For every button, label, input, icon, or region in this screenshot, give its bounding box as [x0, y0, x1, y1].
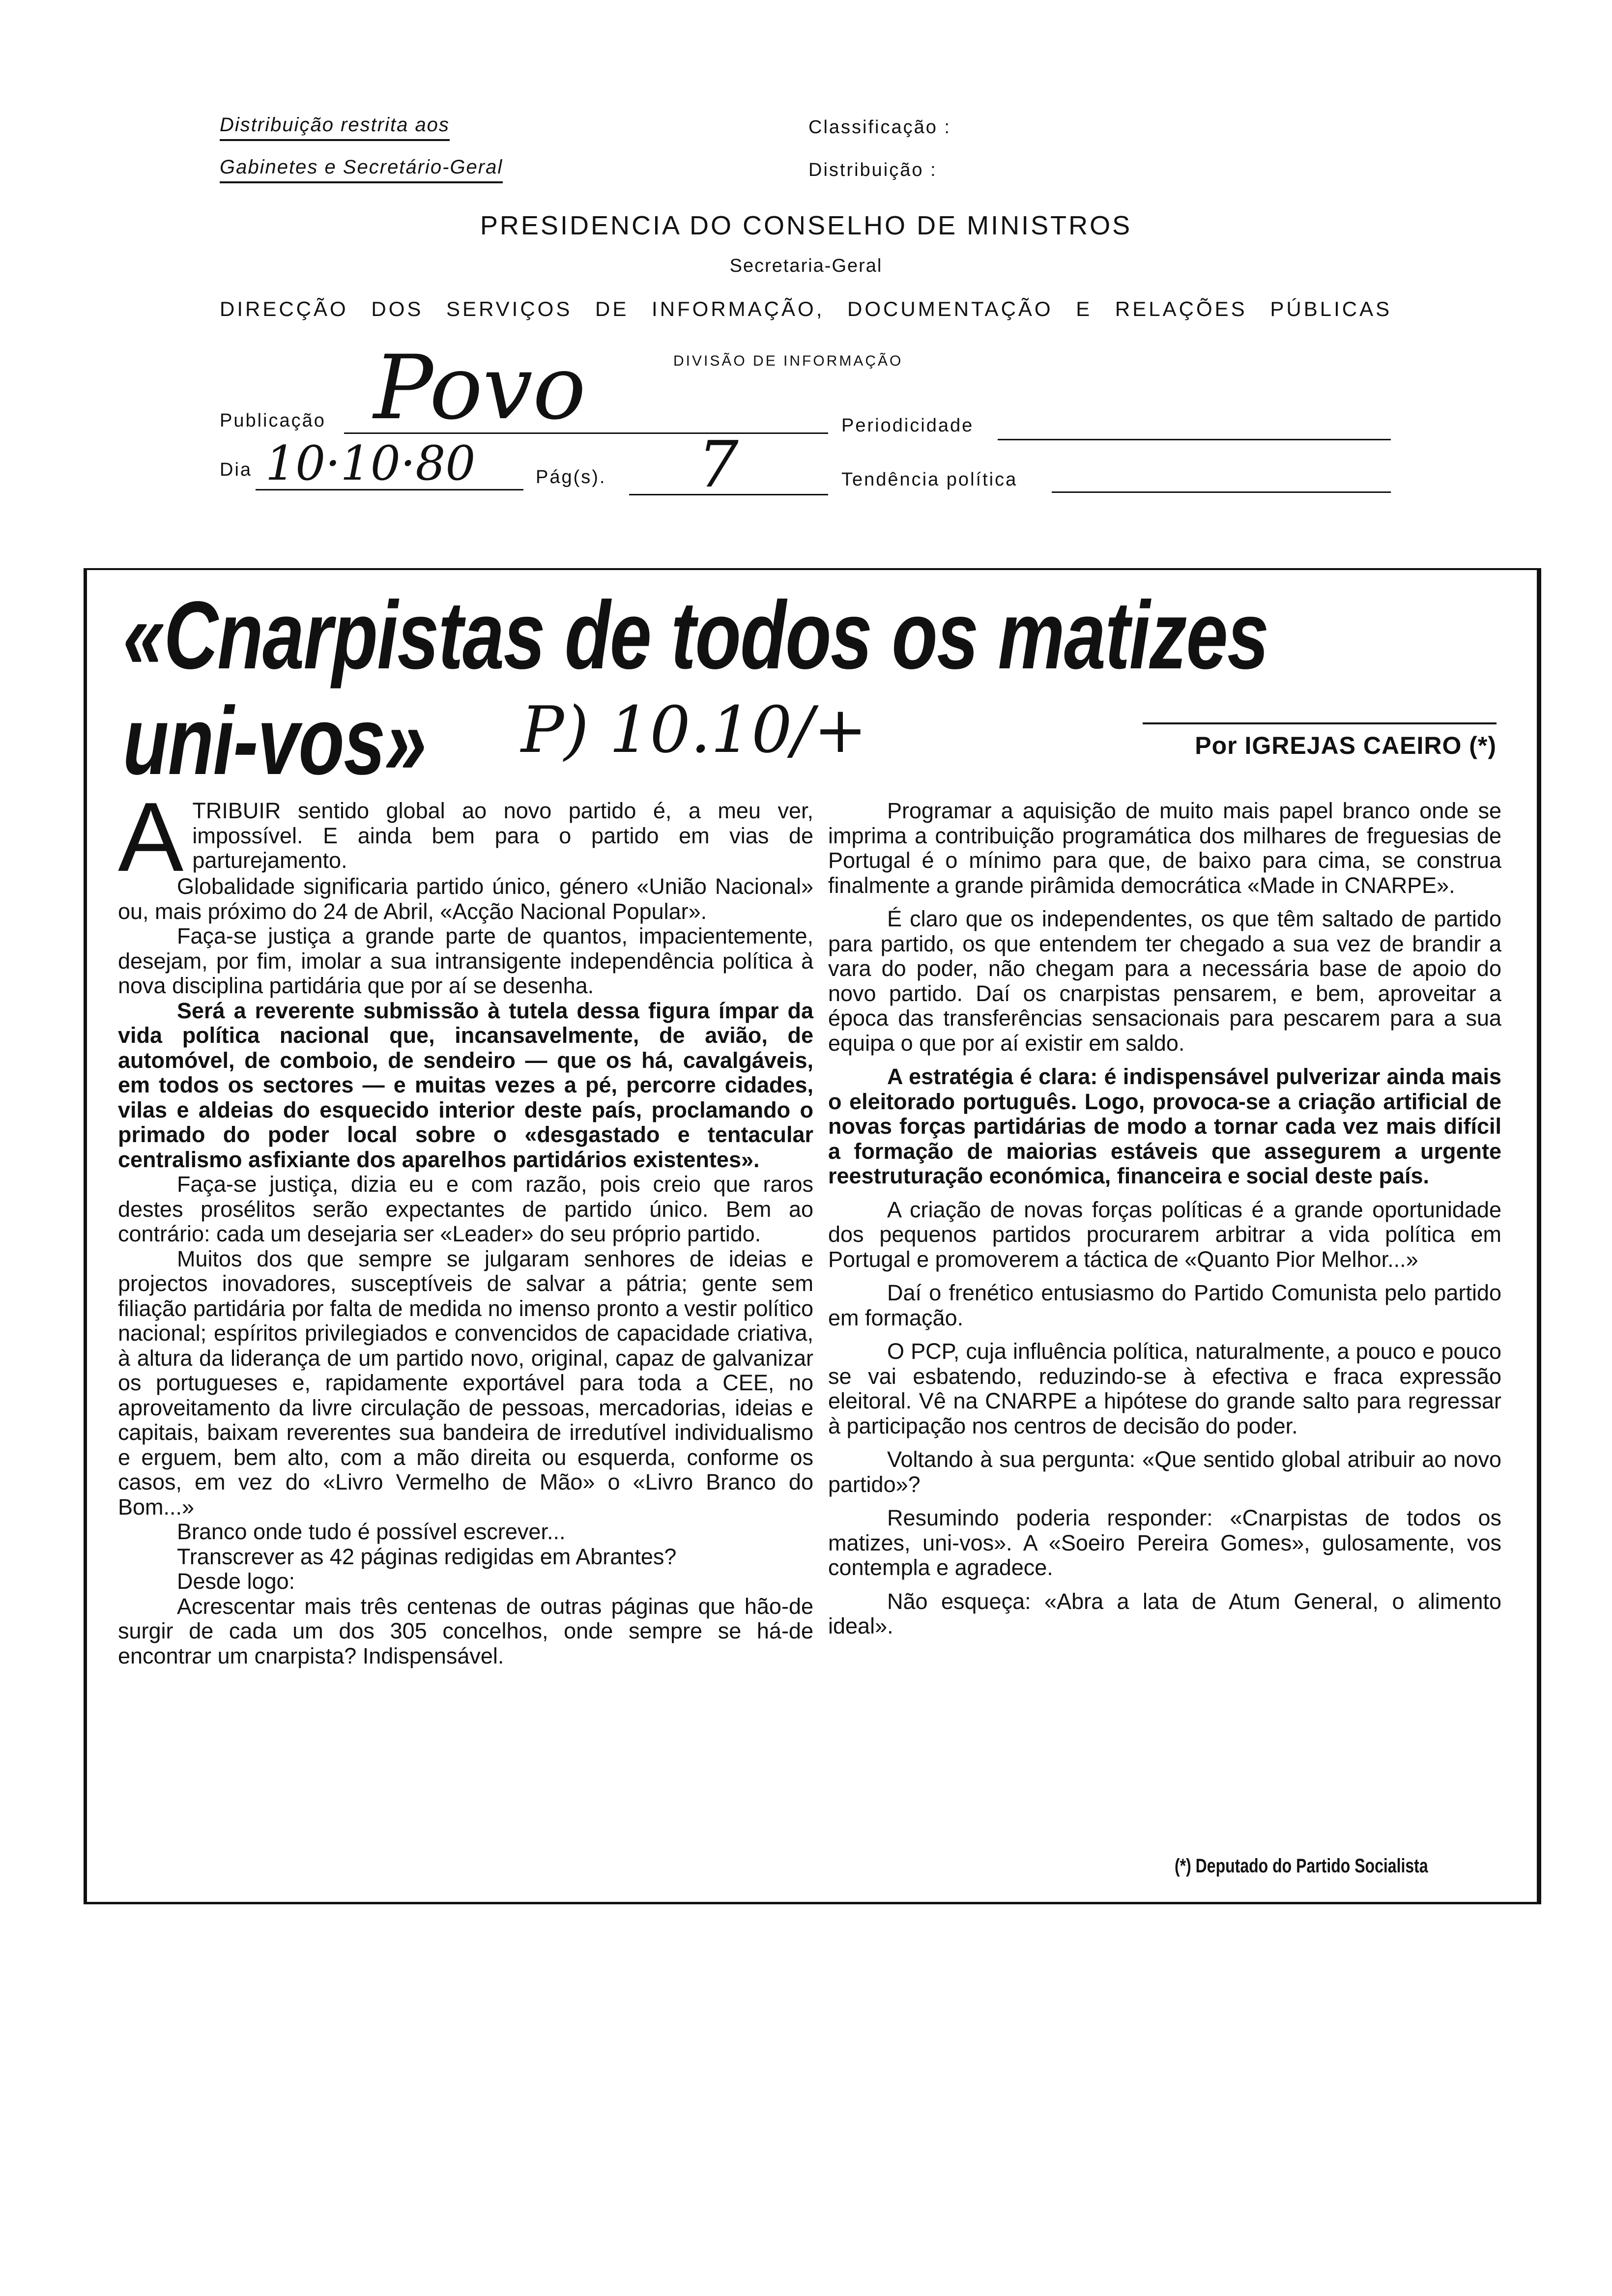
paragraph: Desde logo: [177, 1569, 295, 1594]
day-field-line [256, 489, 523, 490]
paragraph: O PCP, cuja influência política, naturalmente, a pouco e pouco se vai esbatendo, reduzindo-se à efectiva e fraca expressão eleitoral. Vê na CNARPE a hipótese do grande salto para regressar à participação nos centros de decisão do poder. [828, 1339, 1501, 1438]
article-byline: Por IGREJAS CAEIRO (*) [1143, 722, 1497, 760]
directorate-label: DIRECÇÃO DOS SERVIÇOS DE INFORMAÇÃO, DOCUMENTAÇÃO E RELAÇÕES PÚBLICAS [220, 297, 1392, 320]
periodicity-label: Periodicidade [841, 415, 974, 436]
paragraph: Branco onde tudo é possível escrever... [177, 1519, 566, 1544]
publication-handwritten-value: Povo [374, 337, 586, 439]
day-handwritten-value: 10·10·80 [265, 436, 476, 491]
article-title-line2: uni-vos» [123, 687, 426, 795]
paragraph: É claro que os independentes, os que têm saltado de partido para partido, os que entendem ter chegado a sua vez de brandir a vara do poder, não chegam para a necessária base de apoio do novo partido. Daí os cnarpistas pensarem, e bem, aproveitar a época das transferências sensacionais para pescarem para a sua equipa o que por aí existir em saldo. [828, 906, 1501, 1056]
article-left-column [118, 782, 813, 1668]
article-title-line1: «Cnarpistas de todos os matizes [123, 581, 1268, 689]
handwritten-date-note: P) 10.10/+ [521, 692, 867, 767]
paragraph: A criação de novas forças políticas é a grande oportunidade dos pequenos partidos procurarem arbitrar a vida política em Portugal e promoverem a táctica de «Quanto Pior Melhor...» [828, 1197, 1501, 1272]
paragraph: Daí o frenético entusiasmo do Partido Comunista pelo partido em formação. [828, 1280, 1501, 1330]
cabinets-label: Gabinetes e Secretário-Geral [220, 156, 503, 183]
paragraph: Programar a aquisição de muito mais papel branco onde se imprima a contribuição programática dos milhares de freguesias de Portugal é o mínimo para que, de baixo para cima, se construa finalmente a grande pirâmida democrática «Made in CNARPE». [828, 798, 1501, 898]
pages-handwritten-value: 7 [698, 427, 739, 502]
institution-title: PRESIDENCIA DO CONSELHO DE MINISTROS [480, 211, 1132, 240]
paragraph: Resumindo poderia responder: «Cnarpistas de todos os matizes, uni-vos». A «Soeiro Pereira Gomes», gulosamente, vos contempla e agradece. [828, 1505, 1501, 1580]
distribution-restricted-label: Distribuição restrita aos [220, 114, 450, 141]
paragraph: Transcrever as 42 páginas redigidas em Abrantes? [177, 1544, 677, 1569]
publication-field-line [344, 432, 828, 434]
article-right-column [828, 799, 1501, 1648]
paragraph: Faça-se justiça a grande parte de quantos, impacientemente, desejam, por fim, imolar a sua intransigente independência política à nova disciplina partidária que por aí se desenha. [118, 923, 813, 998]
paragraph: Voltando à sua pergunta: «Que sentido global atribuir ao novo partido»? [828, 1447, 1501, 1497]
division-label: DIVISÃO DE INFORMAÇÃO [673, 353, 903, 369]
periodicity-field-line [998, 439, 1391, 440]
distribution-label: Distribuição : [808, 160, 937, 180]
paragraph: Globalidade significaria partido único, género «União Nacional» ou, mais próximo do 24 de Abril, «Acção Nacional Popular». [118, 874, 813, 924]
tendency-label: Tendência política [841, 469, 1018, 490]
tendency-field-line [1052, 491, 1391, 493]
paragraph: A estratégia é clara: é indispensável pulverizar ainda mais o eleitorado português. Logo, provoca-se a criação artificial de novas forças partidárias de modo a tornar cada vez mais difícil a formação de maiorias estáveis que assegurem a urgente reestruturação económica, financeira e social deste país. [828, 1064, 1501, 1188]
paragraph: Faça-se justiça, dizia eu e com razão, pois creio que raros destes prosélitos serão expectantes de partido único. Bem ao contrário: cada um desejaria ser «Leader» do seu próprio partido. [118, 1172, 813, 1246]
paragraph: TRIBUIR sentido global ao novo partido é, a meu ver, impossível. E ainda bem para o partido em vias de parturejamento. [192, 798, 813, 873]
paragraph: Não esqueça: «Abra a lata de Atum General, o alimento ideal». [828, 1588, 1501, 1638]
paragraph: Acrescentar mais três centenas de outras páginas que hão-de surgir de cada um dos 305 concelhos, onde sempre se há-de encontrar um cnarpista? Indispensável. [118, 1593, 813, 1668]
author-footnote: (*) Deputado do Partido Socialista [1175, 1855, 1428, 1877]
pages-field-line [629, 494, 828, 495]
publication-label: Publicação [220, 410, 326, 431]
pages-label: Pág(s). [536, 467, 606, 488]
drop-cap: A [118, 782, 184, 892]
paragraph: Muitos dos que sempre se julgaram senhores de ideias e projectos inovadores, susceptíveis de salvar a pátria; gente sem filiação partidária por falta de medida no imenso pronto a vestir político nacional; espíritos privilegiados e convencidos de capacidade criativa, à altura da liderança de um partido novo, original, capaz de galvanizar os portugueses e, rapidamente exportável para toda a CEE, no aproveitamento da livre circulação de pessoas, mercadorias, ideias e capitais, baixam reverentes sua bandeira de irredutível individualismo e erguem, bem alto, com a mão direita ou esquerda, conforme os casos, em vez do «Livro Vermelho de Mão» o «Livro Branco do Bom...» [118, 1246, 813, 1520]
day-label: Dia [220, 459, 253, 480]
secretariat-label: Secretaria-Geral [729, 256, 883, 276]
paragraph: Será a reverente submissão à tutela dessa figura ímpar da vida política nacional que, incansavelmente, de avião, de automóvel, de comboio, de sendeiro — que os há, cavalgáveis, em todos os sectores — e muitas vezes a pé, percorre cidades, vilas e aldeias do esquecido interior deste país, proclamando o primado do poder local sobre o «desgastado e tentacular centralismo asfixiante dos aparelhos partidários existentes». [118, 998, 813, 1172]
classification-label: Classificação : [808, 117, 951, 138]
